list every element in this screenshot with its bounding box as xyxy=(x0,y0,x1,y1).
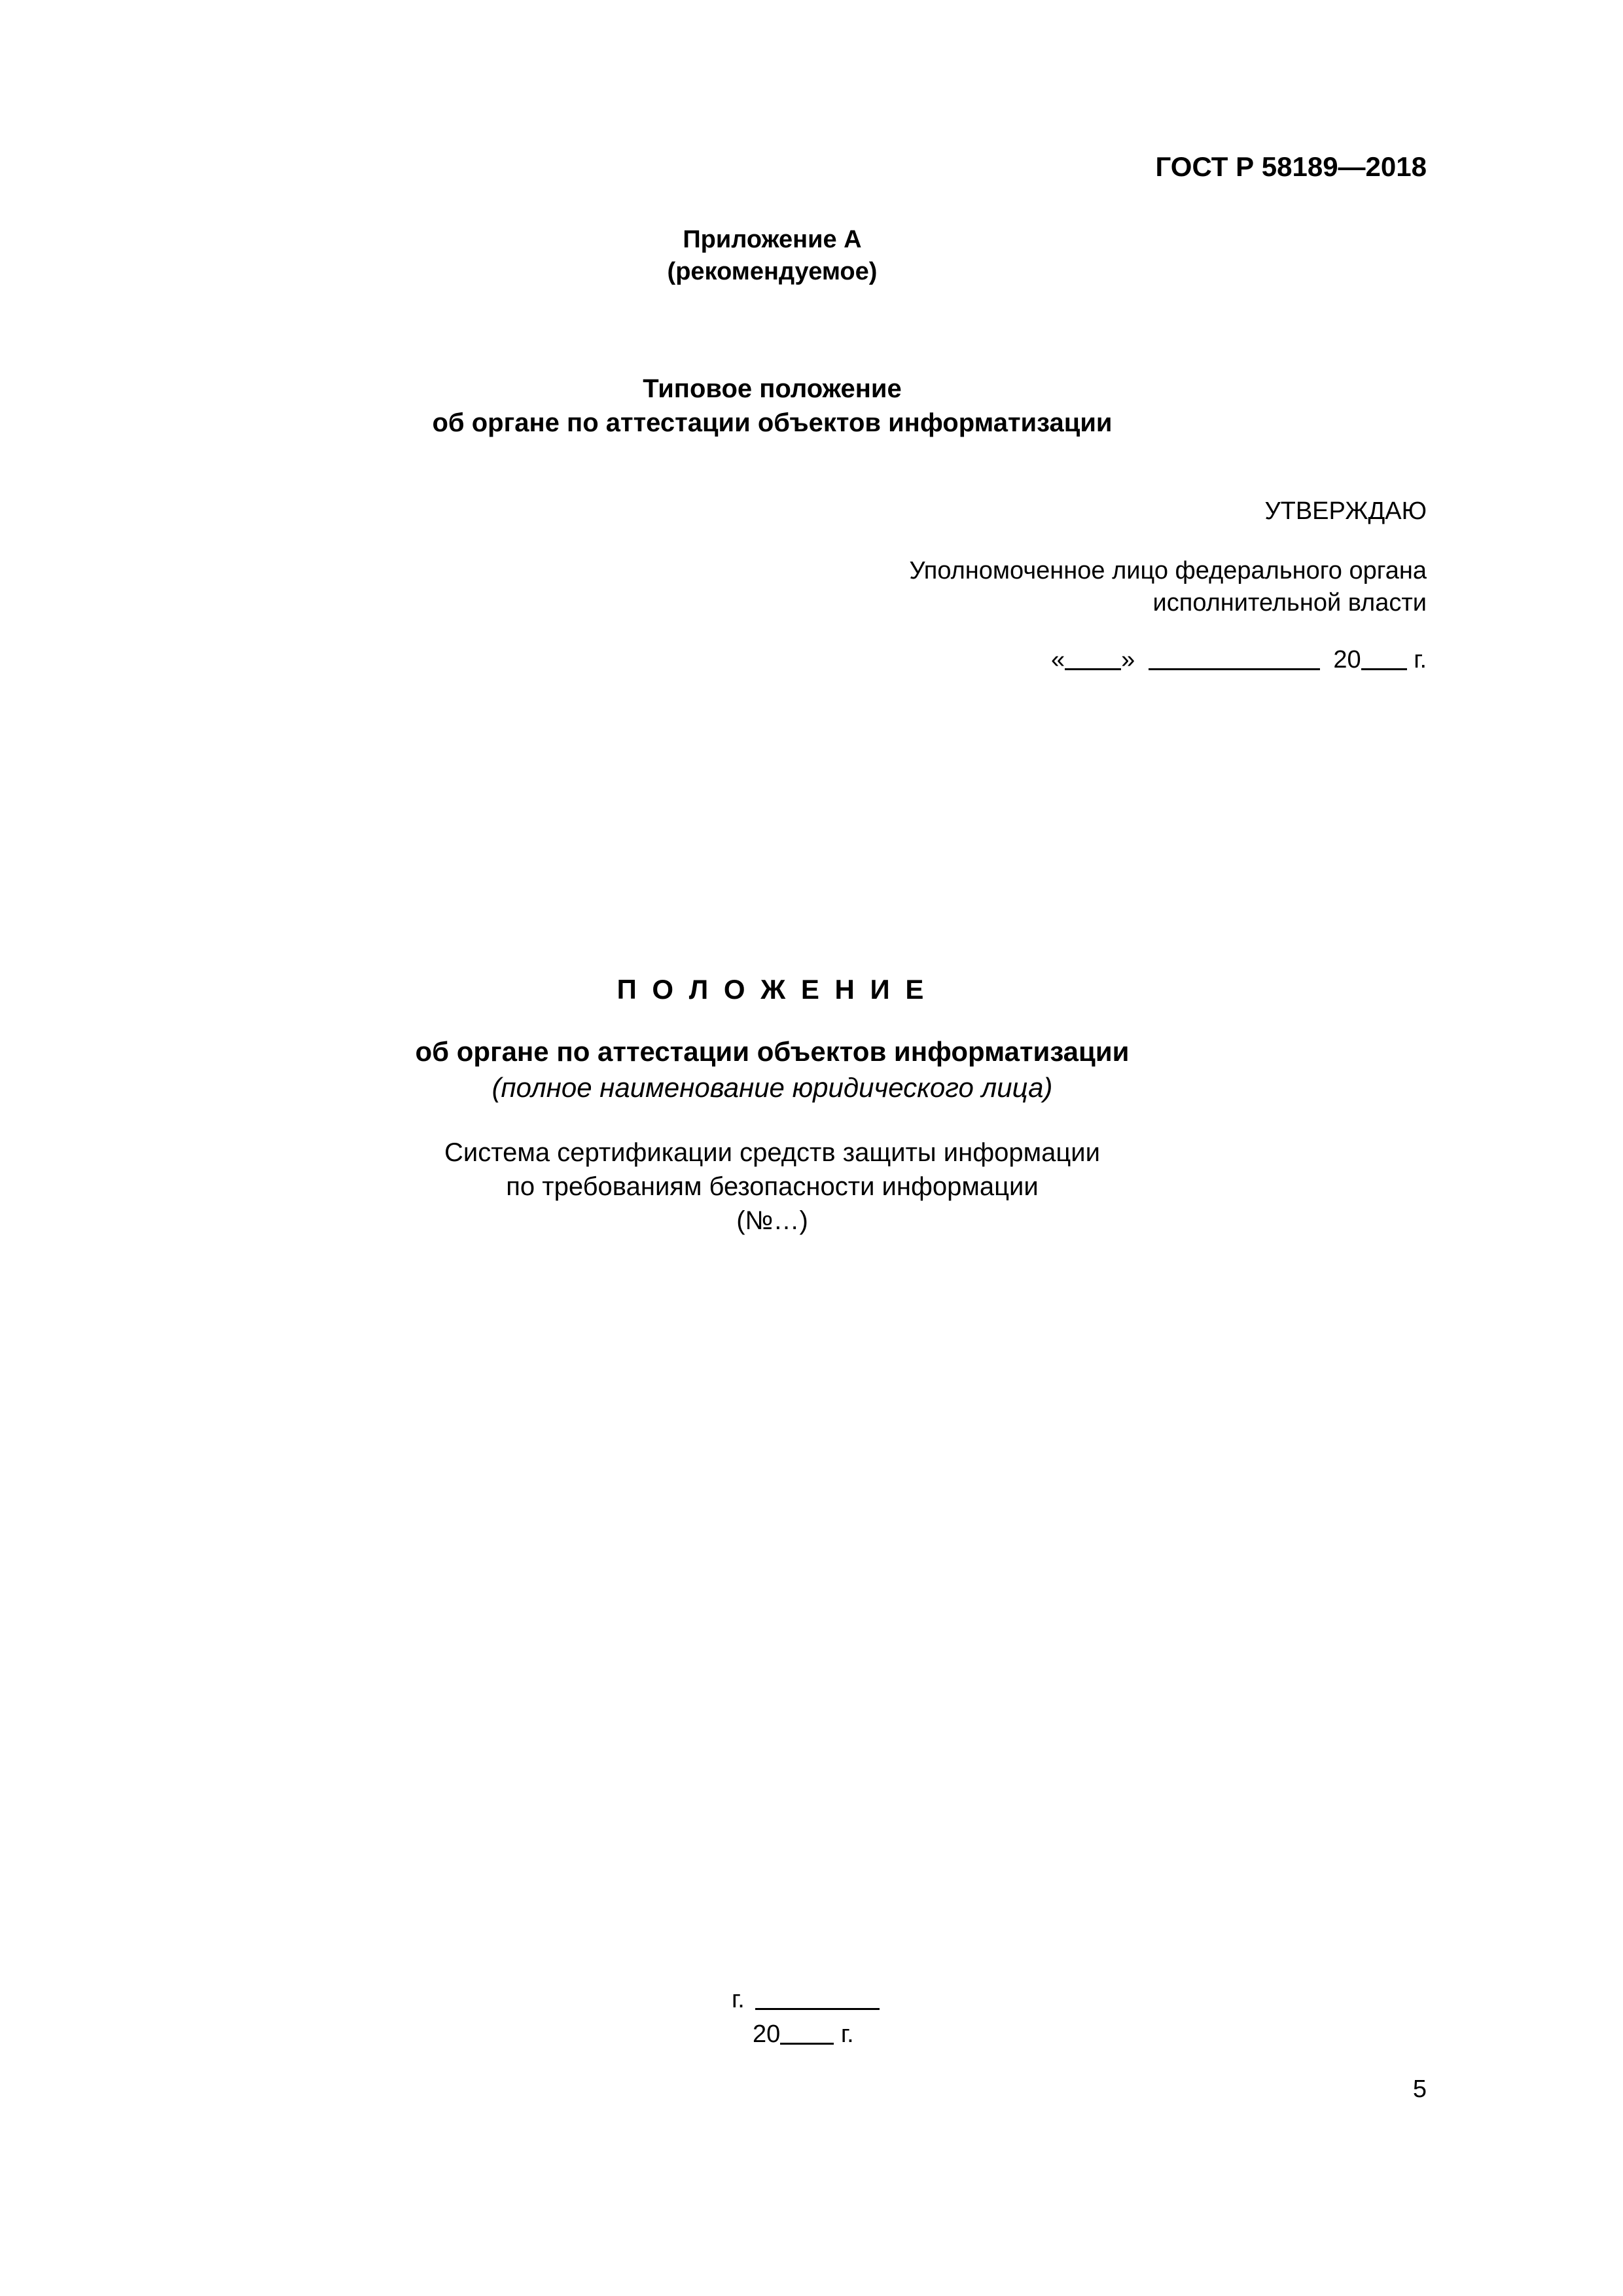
date-year-prefix: 20 xyxy=(1333,646,1361,673)
regulation-subject-block xyxy=(412,1034,1132,1105)
model-title-block xyxy=(412,372,1132,440)
standard-code: ГОСТ Р 58189—2018 xyxy=(1155,151,1427,182)
footer-year-blank xyxy=(780,2018,834,2045)
footer-year-prefix: 20 xyxy=(753,2020,781,2048)
footer-year xyxy=(753,2018,854,2051)
footer-city xyxy=(732,1983,880,2016)
page-number: 5 xyxy=(1412,2075,1427,2103)
date-open-quote: « xyxy=(1050,646,1065,673)
model-title-line1: Типовое положение xyxy=(643,374,902,403)
regulation-subject: об органе по аттестации объектов информатизации xyxy=(415,1036,1130,1067)
city-prefix: г. xyxy=(732,1986,745,2013)
approval-authority-line2: исполнительной власти xyxy=(1152,589,1427,617)
certification-system-block xyxy=(412,1136,1132,1238)
approval-authority xyxy=(909,555,1427,620)
system-line1: Система сертификации средств защиты информации xyxy=(444,1138,1100,1167)
system-number: (№…) xyxy=(736,1206,808,1235)
city-blank xyxy=(755,1983,880,2010)
system-line2: по требованиям безопасности информации xyxy=(506,1172,1039,1201)
appendix-status: (рекомендуемое) xyxy=(667,258,878,286)
day-blank xyxy=(1065,643,1121,670)
regulation-heading: П О Л О Ж Е Н И Е xyxy=(616,974,928,1005)
approval-stamp: УТВЕРЖДАЮ xyxy=(1264,497,1427,525)
date-close-quote: » xyxy=(1121,646,1135,673)
approval-date xyxy=(1051,643,1427,676)
model-title-line2: об органе по аттестации объектов информатизации xyxy=(432,408,1113,437)
date-year-suffix: г. xyxy=(1414,646,1427,673)
appendix-title: Приложение А xyxy=(683,226,862,253)
footer-year-suffix: г. xyxy=(840,2020,854,2048)
year-blank xyxy=(1361,643,1407,670)
month-blank xyxy=(1149,643,1320,670)
approval-authority-line1: Уполномоченное лицо федерального органа xyxy=(909,557,1427,584)
appendix-block xyxy=(412,224,1132,289)
entity-name-hint: (полное наименование юридического лица) xyxy=(491,1071,1053,1103)
